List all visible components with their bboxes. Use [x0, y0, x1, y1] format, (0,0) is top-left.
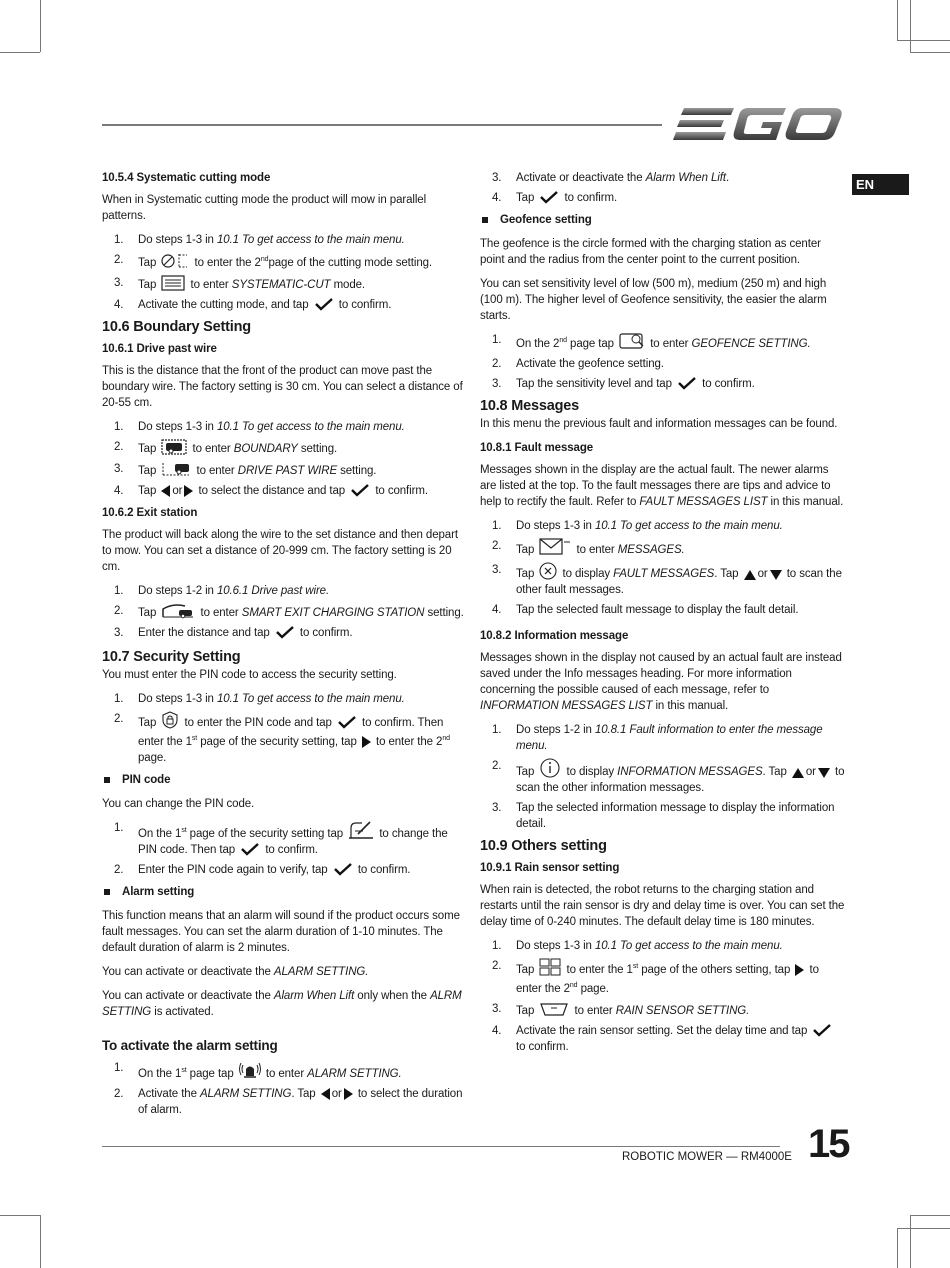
page-number: 15	[808, 1122, 849, 1166]
crop-mark	[897, 40, 950, 41]
arrow-up-icon	[744, 570, 756, 580]
boundary-icon	[161, 439, 187, 455]
arrow-right-icon	[362, 736, 371, 748]
language-tab: EN	[852, 174, 909, 195]
grid-others-icon	[539, 958, 561, 976]
checkmark-icon	[677, 376, 697, 390]
list-item: 1. Do steps 1-3 in 10.1 To get access to the main menu.	[114, 234, 405, 246]
list-item: 4. Tap or to select the distance and tap to confirm.	[114, 484, 428, 497]
crop-mark	[897, 1228, 950, 1229]
list-item: 2. Tap to enter the 2ndpage of the cutting mode setting.	[114, 254, 433, 269]
paragraph: You can activate or deactivate the Alarm When Lift only when the ALRM SETTING is activated.	[102, 989, 462, 1018]
list-item: 2. Tap to enter MESSAGES.	[492, 540, 685, 556]
section-title: 10.8.2 Information message	[480, 630, 629, 642]
paragraph: This is the distance that the front of the product can move past the boundary wire. The factory setting is 30 cm. You can select a distance of 20-55 cm.	[102, 364, 463, 409]
list-item: 1. Do steps 1-3 in 10.1 To get access to the main menu.	[492, 940, 783, 952]
paragraph: This function means that an alarm will sound if the product occurs some fault messages. You can set the alarm duration of 1-10 minutes. The default duration of alarm is 2 minutes.	[102, 909, 460, 954]
crop-mark	[910, 52, 950, 53]
step-list	[102, 232, 468, 313]
step-list	[102, 691, 468, 766]
arrow-down-icon	[818, 768, 830, 778]
arrow-left-icon	[161, 485, 170, 497]
cutting-mode-icon	[161, 253, 189, 269]
arrow-right-icon	[184, 485, 193, 497]
edit-pin-icon	[348, 820, 374, 840]
list-item: 4. Tap the selected fault message to display the fault detail.	[492, 604, 799, 616]
list-item: 2. Activate the geofence setting.	[492, 358, 664, 370]
section-heading: 10.7 Security Setting	[102, 648, 241, 665]
arrow-down-icon	[770, 570, 782, 580]
list-item: 2. Tap to enter BOUNDARY setting.	[114, 440, 338, 455]
alarm-icon	[239, 1060, 261, 1080]
list-item: 2. Enter the PIN code again to verify, tap to confirm.	[114, 863, 411, 876]
list-item: 3. Tap to enter DRIVE PAST WIRE setting.	[114, 462, 377, 477]
list-item: 4. Activate the rain sensor setting. Set the delay time and tap to confirm.	[480, 1023, 846, 1055]
step-list	[102, 419, 468, 499]
right-column	[480, 170, 846, 1061]
section-title: 10.9.1 Rain sensor setting	[480, 862, 620, 874]
step-list	[480, 332, 846, 392]
list-item: 1. Do steps 1-2 in 10.6.1 Drive past wire.	[114, 584, 330, 597]
paragraph: Messages shown in the display are the actual fault. The newer alarms are listed at the top. To the fault messages there are tips and advice to help to rectify the fault. Refer to FAULT MESSAGES LIST in this manual.	[480, 464, 844, 508]
checkmark-icon	[337, 715, 357, 729]
list-item: 1. On the 1st page of the security setting tap to change the PIN code. Then tap to confirm.	[114, 821, 448, 856]
section-heading: 10.9 Others setting	[480, 838, 607, 854]
list-item: 4. Activate the cutting mode, and tap to confirm.	[114, 298, 392, 311]
section-title: 10.6.1 Drive past wire	[102, 342, 217, 355]
list-item: 1. Do steps 1-3 in 10.1 To get access to the main menu.	[492, 520, 783, 532]
step-list	[480, 170, 846, 206]
checkmark-icon	[333, 862, 353, 876]
list-item: 3. Activate or deactivate the Alarm When Lift.	[492, 172, 730, 184]
paragraph: When in Systematic cutting mode the product will mow in parallel patterns.	[102, 194, 427, 222]
crop-mark	[40, 1215, 41, 1268]
list-item: 2. Tap to enter SMART EXIT CHARGING STATION setting.	[114, 604, 464, 619]
crop-mark	[40, 0, 41, 52]
crop-mark	[0, 1215, 40, 1216]
messages-envelope-icon	[539, 538, 571, 556]
header-rule	[102, 124, 662, 126]
list-item: 3. Tap to enter RAIN SENSOR SETTING.	[492, 1002, 750, 1017]
list-item: 1. Do steps 1-3 in 10.1 To get access to the main menu.	[114, 420, 405, 433]
step-list	[480, 518, 846, 618]
section-heading: To activate the alarm setting	[102, 1037, 278, 1053]
crop-mark	[910, 0, 911, 52]
ego-logo	[672, 104, 844, 144]
section-heading: 10.6 Boundary Setting	[102, 318, 251, 335]
list-item: 2. Tap to display INFORMATION MESSAGES. Tap or to scan the other information messages.	[492, 760, 845, 794]
exit-station-icon	[161, 603, 195, 619]
list-item: 3. Tap the sensitivity level and tap to confirm.	[492, 378, 755, 390]
drive-past-wire-icon	[161, 461, 191, 477]
checkmark-icon	[812, 1023, 832, 1037]
list-item: 1. On the 1st page tap to enter ALARM SETTING.	[114, 1061, 402, 1080]
step-list	[102, 1060, 468, 1118]
systematic-cut-icon	[161, 275, 185, 291]
list-item: 2. Activate the ALARM SETTING. Tap or to select the duration of alarm.	[114, 1087, 463, 1116]
bullet-heading: Geofence setting	[480, 212, 846, 228]
list-item: 2. Tap to enter the 1st page of the others setting, tap to enter the 2nd page.	[492, 960, 819, 995]
step-list	[480, 938, 846, 1055]
list-item: 3. Tap to display FAULT MESSAGES. Tap or to scan the other fault messages.	[492, 564, 842, 596]
paragraph: You can change the PIN code.	[102, 797, 255, 810]
crop-mark	[910, 1215, 911, 1268]
security-lock-icon	[161, 711, 179, 729]
paragraph: The product will back along the wire to the set distance and then depart to mow. You can set a distance of 20-999 cm. The factory setting is 20 cm.	[102, 528, 458, 573]
fault-x-icon	[539, 562, 557, 580]
bullet-heading: PIN code	[102, 772, 468, 788]
checkmark-icon	[275, 625, 295, 639]
crop-mark	[897, 1228, 898, 1268]
section-title: 10.8.1 Fault message	[480, 442, 594, 454]
paragraph: In this menu the previous fault and information messages can be found.	[480, 418, 838, 430]
footer-product: ROBOTIC MOWER — RM4000E	[622, 1151, 792, 1163]
section-heading: 10.8 Messages	[480, 398, 579, 414]
crop-mark	[897, 0, 898, 40]
list-item: 1. On the 2nd page tap to enter GEOFENCE SETTING.	[492, 334, 811, 350]
left-column	[102, 170, 468, 1124]
step-list	[102, 583, 468, 641]
list-item: 3. Enter the distance and tap to confirm.	[114, 626, 353, 639]
list-item: 1. Do steps 1-2 in 10.8.1 Fault information to enter the message menu.	[492, 724, 823, 752]
rain-sensor-icon	[539, 1001, 569, 1017]
geofence-icon	[619, 332, 645, 350]
crop-mark	[910, 1215, 950, 1216]
list-item: 1. Do steps 1-3 in 10.1 To get access to the main menu.	[114, 692, 405, 705]
paragraph: You must enter the PIN code to access the security setting.	[102, 668, 397, 681]
arrow-up-icon	[792, 768, 804, 778]
checkmark-icon	[314, 297, 334, 311]
checkmark-icon	[240, 842, 260, 856]
paragraph: You can activate or deactivate the ALARM SETTING.	[102, 965, 369, 978]
arrow-left-icon	[321, 1088, 330, 1100]
arrow-right-icon	[795, 964, 804, 976]
paragraph: The geofence is the circle formed with the charging station as center point and the radius from the center point to the current position.	[480, 238, 821, 266]
step-list	[102, 820, 468, 878]
list-item: 4. Tap to confirm.	[492, 192, 618, 204]
paragraph: You can set sensitivity level of low (500 m), medium (250 m) and high (100 m). The higher level of Geofence sensitivity, the easier the alarm starts.	[480, 278, 827, 322]
list-item: 3. Tap the selected information message to display the information detail.	[492, 802, 835, 830]
list-item: 3. Tap to enter SYSTEMATIC-CUT mode.	[114, 276, 366, 291]
checkmark-icon	[539, 190, 559, 204]
info-icon	[539, 758, 561, 778]
paragraph: Messages shown in the display not caused by an actual fault are instead saved under the Info messages heading. For more information concerning the possible caused of each message, refer to INFORMATION MESSAGES LIST in this manual.	[480, 652, 842, 712]
section-title: 10.6.2 Exit station	[102, 506, 198, 519]
section-title: 10.5.4 Systematic cutting mode	[102, 172, 271, 184]
step-list	[480, 722, 846, 832]
arrow-right-icon	[344, 1088, 353, 1100]
checkmark-icon	[350, 483, 370, 497]
crop-mark	[0, 52, 40, 53]
list-item: 2. Tap to enter the PIN code and tap to confirm. Then enter the 1st page of the security setting, tap to enter the 2nd page.	[114, 712, 450, 764]
paragraph: When rain is detected, the robot returns to the charging station and restarts until the rain sensor is dry and delay time is over. You can set the delay time of 0-240 minutes. The default delay time is 180 minutes.	[480, 884, 845, 928]
footer-rule	[102, 1146, 780, 1147]
bullet-heading: Alarm setting	[102, 884, 468, 900]
